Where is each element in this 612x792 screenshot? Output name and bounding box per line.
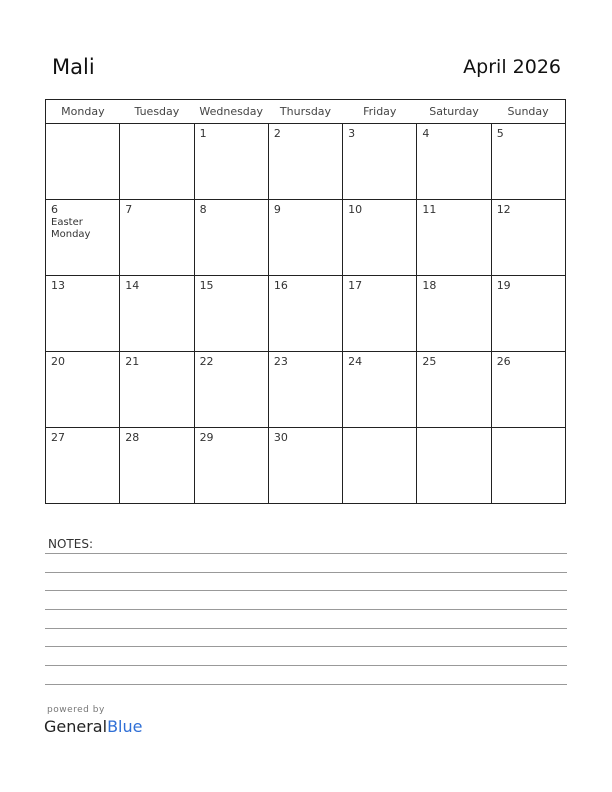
day-cell xyxy=(268,428,342,504)
day-number: 17 xyxy=(348,279,363,292)
note-line xyxy=(45,553,567,554)
week-row xyxy=(46,428,566,504)
brand-name-part1: General xyxy=(44,717,108,736)
weekday-header: Monday xyxy=(46,100,120,124)
day-cell xyxy=(194,200,268,276)
day-cell xyxy=(417,428,491,504)
note-line xyxy=(45,609,567,610)
day-cell xyxy=(417,276,491,352)
day-number: 26 xyxy=(496,355,511,368)
day-number: 4 xyxy=(422,127,430,140)
day-number: 28 xyxy=(125,431,140,444)
day-cell xyxy=(343,200,417,276)
day-cell xyxy=(491,276,565,352)
day-cell xyxy=(491,200,565,276)
day-number: 27 xyxy=(51,431,65,444)
day-cell xyxy=(343,276,417,352)
holiday-label: Easter Monday xyxy=(51,217,91,240)
week-row xyxy=(46,200,566,276)
day-number: 12 xyxy=(496,203,511,216)
day-cell xyxy=(120,428,194,504)
day-number: 3 xyxy=(348,127,356,140)
day-cell xyxy=(268,200,342,276)
day-number: 20 xyxy=(51,355,65,368)
day-cell xyxy=(46,276,120,352)
day-number: 24 xyxy=(348,355,363,368)
day-number: 5 xyxy=(496,127,504,140)
day-cell xyxy=(120,200,194,276)
day-cell xyxy=(194,352,268,428)
day-number: 23 xyxy=(273,355,288,368)
note-line xyxy=(45,628,567,629)
weekday-header: Saturday xyxy=(417,100,491,124)
day-cell xyxy=(343,352,417,428)
day-number: 1 xyxy=(199,127,207,140)
powered-by-text: powered by xyxy=(47,705,105,715)
weekday-header: Sunday xyxy=(491,100,565,124)
weekday-header-row xyxy=(46,100,566,124)
day-cell xyxy=(268,352,342,428)
day-cell xyxy=(491,352,565,428)
day-number: 14 xyxy=(125,279,140,292)
day-cell xyxy=(194,124,268,200)
day-number: 16 xyxy=(273,279,288,292)
day-cell xyxy=(120,276,194,352)
day-cell xyxy=(46,124,120,200)
day-cell xyxy=(417,352,491,428)
day-number: 25 xyxy=(422,355,437,368)
day-cell xyxy=(120,352,194,428)
day-cell xyxy=(417,124,491,200)
day-number: 2 xyxy=(273,127,281,140)
day-cell xyxy=(343,428,417,504)
day-number: 8 xyxy=(199,203,207,216)
day-cell xyxy=(343,124,417,200)
day-number: 15 xyxy=(199,279,214,292)
day-number: 10 xyxy=(348,203,363,216)
weekday-header: Thursday xyxy=(268,100,342,124)
weekday-header: Friday xyxy=(343,100,417,124)
day-cell xyxy=(491,124,565,200)
weekday-header: Tuesday xyxy=(120,100,194,124)
day-cell xyxy=(268,276,342,352)
day-number: 7 xyxy=(125,203,133,216)
notes-label: NOTES: xyxy=(48,537,93,551)
note-line xyxy=(45,684,567,685)
day-number: 29 xyxy=(199,431,214,444)
day-cell xyxy=(194,428,268,504)
calendar-grid xyxy=(45,99,566,504)
day-number: 18 xyxy=(422,279,437,292)
day-cell xyxy=(194,276,268,352)
day-number: 19 xyxy=(496,279,511,292)
weekday-header: Wednesday xyxy=(194,100,268,124)
note-line xyxy=(45,572,567,573)
day-cell xyxy=(491,428,565,504)
note-line xyxy=(45,665,567,666)
day-number: 13 xyxy=(51,279,65,292)
day-number: 6 xyxy=(51,203,58,216)
month-year-title: April 2026 xyxy=(463,56,561,78)
day-number: 9 xyxy=(273,203,281,216)
brand-name-part2: Blue xyxy=(107,717,143,736)
week-row xyxy=(46,276,566,352)
day-number: 11 xyxy=(422,203,437,216)
week-row xyxy=(46,352,566,428)
country-title: Mali xyxy=(52,55,95,79)
day-cell xyxy=(46,428,120,504)
day-cell xyxy=(46,352,120,428)
day-cell xyxy=(268,124,342,200)
week-row xyxy=(46,124,566,200)
day-number: 21 xyxy=(125,355,140,368)
day-cell xyxy=(120,124,194,200)
note-line xyxy=(45,646,567,647)
day-cell xyxy=(417,200,491,276)
brand-logo[interactable] xyxy=(44,717,142,736)
note-line xyxy=(45,590,567,591)
day-number: 30 xyxy=(273,431,288,444)
day-number: 22 xyxy=(199,355,214,368)
day-cell xyxy=(46,200,120,276)
